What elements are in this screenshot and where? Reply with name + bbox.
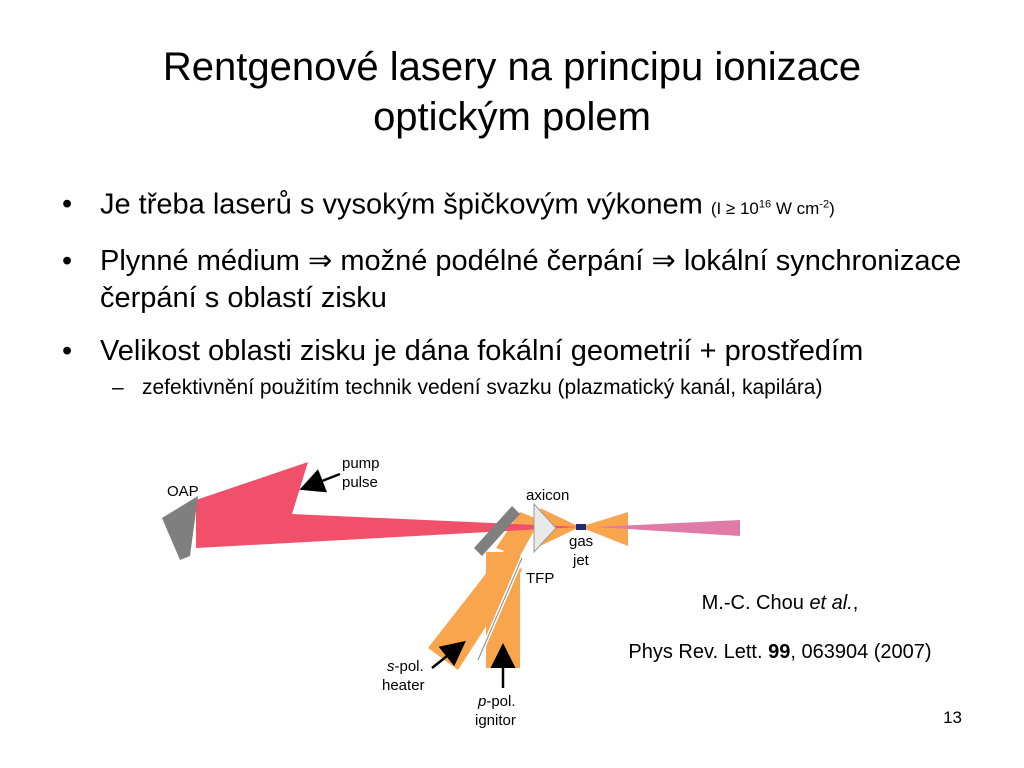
bullet-dot: • bbox=[62, 188, 73, 220]
reference-journal: Phys Rev. Lett. 99, 063904 (2007) bbox=[628, 641, 932, 663]
gas-jet-nozzle bbox=[576, 524, 586, 530]
heater-label: heater bbox=[382, 677, 425, 694]
pump-label: pump bbox=[342, 455, 380, 472]
gas-label: gas bbox=[569, 533, 594, 550]
ignitor-label: ignitor bbox=[475, 712, 516, 729]
tfp-label: TFP bbox=[526, 570, 555, 587]
sub-dash: – bbox=[112, 375, 124, 399]
bullet-dot: • bbox=[62, 244, 73, 277]
axicon-label: axicon bbox=[526, 487, 570, 504]
jet-label: jet bbox=[573, 552, 589, 569]
pump-arrow bbox=[304, 474, 340, 488]
p-pol-label: p-pol. bbox=[478, 693, 516, 710]
bullet-dot: • bbox=[62, 334, 73, 367]
bullet-gas-medium: • Plynné médium ⇒ možné podélné čerpání ⇒ lokální synchronizace čerpání s oblastí zisku bbox=[62, 244, 962, 314]
subbullet-guiding: – zefektivnění použitím technik vedení svazku (plazmatický kanál, kapilára) bbox=[62, 374, 1012, 402]
oap-label: OAP bbox=[167, 483, 199, 500]
oap-mirror bbox=[162, 496, 198, 560]
title-line-1: Rentgenové lasery na principu ionizace bbox=[162, 45, 862, 89]
intensity-note: ($I \ge 10^{16}$ W $cm^{-2}$) bbox=[710, 198, 835, 218]
reference-authors: M.-C. Chou et al., bbox=[701, 592, 859, 614]
implies-arrow: ⇒ bbox=[307, 244, 333, 277]
bullet-gain-region: • Velikost oblasti zisku je dána fokální geometrií + prostředím bbox=[62, 333, 1012, 370]
s-pol-label: s-pol. bbox=[387, 658, 424, 675]
title-line-2: optickým polem bbox=[373, 95, 651, 139]
implies-arrow: ⇒ bbox=[651, 244, 676, 277]
pulse-label: pulse bbox=[342, 474, 378, 491]
bullet-text: Je třeba laserů s vysokým špičkovým výkonem bbox=[100, 188, 703, 221]
page-number: 13 bbox=[943, 708, 962, 727]
